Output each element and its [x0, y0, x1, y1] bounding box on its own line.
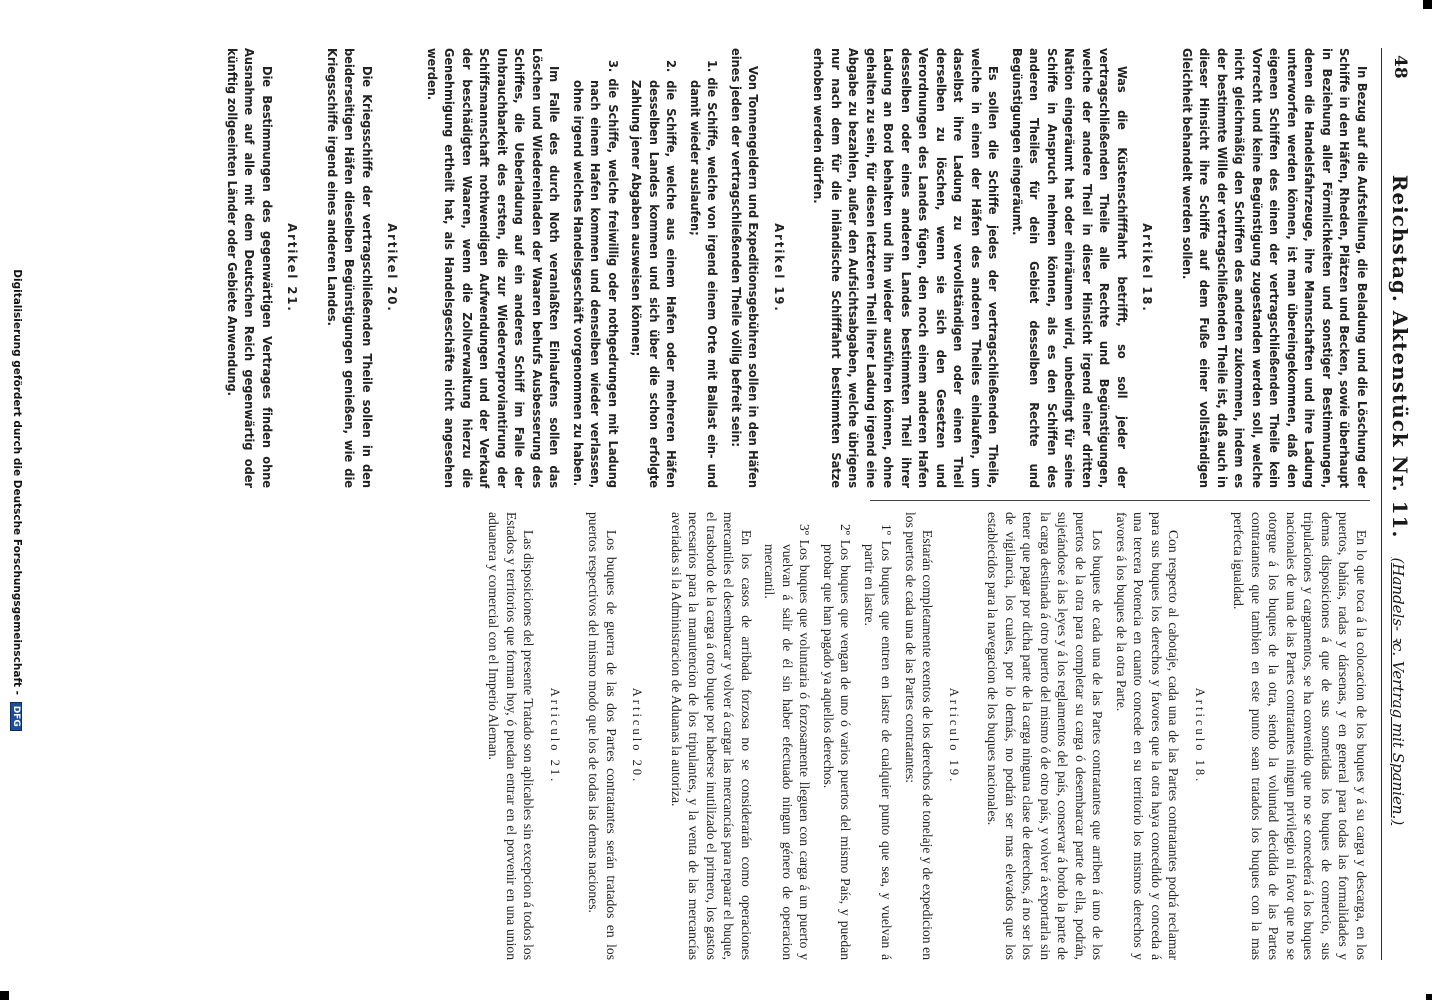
german-article-19-intro: Von Tonnengeldern und Expeditionsgebühren sollen in den Häfen eines jeden der vertragschließenden Theile völlig befreit sein:: [728, 48, 761, 488]
german-intro-paragraph: In Bezug auf die Aufstellung, die Beladung und die Löschung der Schiffe in den Häfen, Rheden, Plätzen und Becken, sowie überhaupt in Beziehung aller Förmlichkeiten und sonstiger Bestimmungen, denen die Handelsfahrzeuge, ihre Mannschaften und ihre Ladung unterworfen werden können, ist man übereingekommen, daß den eigenen Schiffen des einen der vertragschließenden Theile kein Vorrecht und keine Begünstigung zugestanden werden soll, welche nicht gleichmäßig den Schiffen des anderen zukommen, indem es der bestimmte Wille der vertragschließenden Theile ist, daß auch in dieser Hinsicht ihre Schiffe auf dem Fuße einer vollständigen Gleichheit behandelt werden sollen.: [1179, 48, 1369, 488]
spanish-article-21-text: Las disposiciones del presente Tratado son aplicables sin excepcion á todos los Estados y territorios que forman hoy, ó puedan entrar en el porvenir en una union aduanera y comercial con el Imperio Aleman.: [486, 512, 537, 960]
german-article-20-heading: Artikel 20.: [384, 223, 400, 313]
german-article-19-closing: Im Falle des durch Noth veranlaßten Einlaufens sollen das Löschen und Wiedereinladen der Waaren behufs Ausbesserung des Schiffes, die Ueberladung auf ein anderes Schiff im Falle der Unbrauchbarkeit des ersten, die zur Wiederverproviantirung der Schiffsmannschaft nothwendigen Aufwendungen und der Verkauf der beschädigten Waaren, wenn die Zollverwaltung hierzu die Genehmigung ertheilt hat, als Handelsgeschäfte nicht angesehen werden.: [424, 48, 562, 488]
scan-corner-mark-bottom-right: [0, 991, 9, 1000]
spanish-article-19-item-3: 3º Los buques que voluntaria ó forzosamente lleguen con carga á un puerto y vuelvan á salir de él sin haber efectuado ningun género de operacion mercantil.: [762, 524, 813, 960]
german-article-19-item-2: 2. die Schiffe, welche aus einem Hafen oder mehreren Häfen desselben Landes kommen und sich über die schon erfolgte Zahlung jener Abgaben ausweisen können;: [628, 60, 679, 488]
german-column: [40, 48, 1370, 488]
spanish-article-19-closing: En los casos de arribada forzosa no se considerarán como operaciones mercantiles el desembarcar y volver á cargar las mercancías para reparar el buque, el trasbordo de la carga á otro buque por haberse inutilizado el primero, los gastos necesarios para la manutencion de los tripulantes, y la venta de las mercancías averiadas si la Administracion de Aduanas la autoriza.: [669, 512, 754, 960]
spanish-column: [40, 512, 1370, 960]
dfg-logo-icon: DFG: [10, 702, 22, 731]
spanish-article-18-heading: Articulo 18.: [1193, 687, 1207, 785]
scan-corner-mark-top-right: [1426, 994, 1432, 1000]
german-article-21-heading: Artikel 21.: [284, 223, 300, 313]
spanish-article-19-item-2: 2º Los buques que vengan de uno ó varios puertos del mismo País, y puedan probar que han pagado ya aquellos derechos.: [821, 524, 854, 960]
spanish-intro-paragraph: En lo que toca á la colocacion de los buques y á su carga y descarga, en los puertos, bahías, radas y dársenas, y en general para todas las formalidades y demas disposiciones á que de sus sometidas los buques de comercio, sus tripulaciones y cargamentos, se ha convenido que no se concederá á los buques nacionales de una de las Partes contratantes ningun privilegio ni favor que no se otorgue á los buques de la otra, siendo la voluntad decidida de las Partes contratantes que tambien en este punto sean tratados los buques con la mas perfecta igualdad.: [1231, 512, 1369, 960]
spanish-article-19-heading: Articulo 19.: [947, 687, 961, 785]
header-subtitle: (Handels- ꝛc. Vertrag mit Spanien.): [1389, 557, 1407, 826]
spanish-article-19-item-1: 1º Los buques que entren en lastre de cualquier punto que sea, y vuelvan á partir en lastre.: [862, 524, 895, 960]
german-article-19-heading: Artikel 19.: [771, 223, 786, 313]
digitization-credit-text: Digitalisierung gefördert durch die Deutsche Forschungsgemeinschaft -: [11, 269, 23, 696]
spanish-article-20-text: Los buques de guerra de las dos Partes contratantes serán tratados en los puertos respectivos del mismo modo que los de todas las demas naciones.: [586, 512, 619, 960]
header-rule: [1381, 48, 1382, 960]
spanish-article-18-paragraph-2: Los buques de cada una de las Partes contratantes que arriben á uno de los puertos de la otra para completar su carga ó desembarcar parte de ella, podrán, sujetándose á las leyes y á los reglamentos del país, conservar á bordo la parte de la carga destinada á otro puerto del mismo ó de otro país, y volver á exportarla sin tener que pagar por dicha parte de la carga ninguna clase de derechos, á no ser los de vigilancia, los cuales, por lo demás, no podrán ser mas elevados que los establecidos para la navegacion de los buques nacionales.: [985, 512, 1106, 960]
header-title: Reichstag. Aktenstück Nr. 11.: [1388, 174, 1412, 539]
scan-corner-mark: [1423, 0, 1432, 9]
running-header: [1388, 0, 1412, 1000]
column-divider: [870, 500, 1370, 501]
german-article-20-text: Die Kriegsschiffe der vertragschließenden Theile sollen in den beiderseitigen Häfen dieselben Begünstigungen genießen, wie die Kriegsschiffe irgend eines anderen Landes.: [324, 48, 374, 488]
spanish-article-20-heading: Articulo 20.: [630, 687, 645, 785]
spanish-article-19-intro: Estarán completamente exentos de los derechos de tonelaje y de expedicion en los puertos de cada una de las Partes contratantes:: [903, 512, 936, 960]
german-article-19-item-1: 1. die Schiffe, welche von irgend einem Orte mit Ballast ein- und damit wieder auslaufen;: [687, 60, 720, 488]
spanish-article-18-paragraph-1: Con respecto al cabotaje, cada una de las Partes contratantes podrá reclamar para sus buques los derechos y favores que la otra haya concedido y conceda á una tercera Potencia en cuanto concede en su territorio los mismos derechos y favores á los buques de la otra Parte.: [1114, 512, 1182, 960]
german-article-18-paragraph-2: Es sollen die Schiffe jedes der vertragschließenden Theile, welche in einen der Häfen des anderen Theiles einlaufen, um daselbst ihre Ladung zu vervollständigen oder einen Theil derselben zu löschen, wenn sie sich den Gesetzen und Verordnungen des Landes fügen, den noch einem anderen Hafen desselben oder eines anderen Landes bestimmten Theil ihrer Ladung an Bord behalten und ihn wieder ausführen können, ohne gehalten zu sein, für diesen letzteren Theil ihrer Ladung irgend eine Abgabe zu bezahlen, außer den Aufsichtsabgaben, welche übrigens nur nach dem für die inländische Schifffahrt bestimmten Satze erhoben werden dürfen.: [810, 48, 1001, 488]
page-number: 48: [1390, 55, 1410, 79]
german-article-18-paragraph-1: Was die Küstenschifffahrt betrifft, so soll jeder der vertragschließenden Theile alle Rechte und Begünstigungen, welche der andere Theil in dieser Hinsicht irgend einer dritten Nation eingeräumt hat oder einräumen wird, unbedingt für seine Schiffe in Anspruch nehmen können, als es den Schiffen des anderen Theiles für dein Gebiet desselben Rechte und Begünstigungen eingeräumt.: [1009, 48, 1129, 488]
spanish-article-21-heading: Articulo 21.: [548, 687, 562, 785]
german-article-18-heading: Artikel 18.: [1139, 223, 1155, 313]
german-article-19-item-3: 3. die Schiffe, welche freiwillig oder nothgedrungen mit Ladung nach einem Hafen kommen und denselben wieder verlassen, ohne irgend welches Handelsgeschäft vorgenommen zu haben.: [570, 60, 620, 488]
digitization-credit: [10, 0, 23, 1000]
german-article-21-text: Die Bestimmungen des gegenwärtigen Vertrages finden ohne Ausnahme auf alle mit dem Deutschen Reich gegenwärtig oder künftig zollgeeinten Länder oder Gebiete Anwendung.: [224, 48, 274, 488]
